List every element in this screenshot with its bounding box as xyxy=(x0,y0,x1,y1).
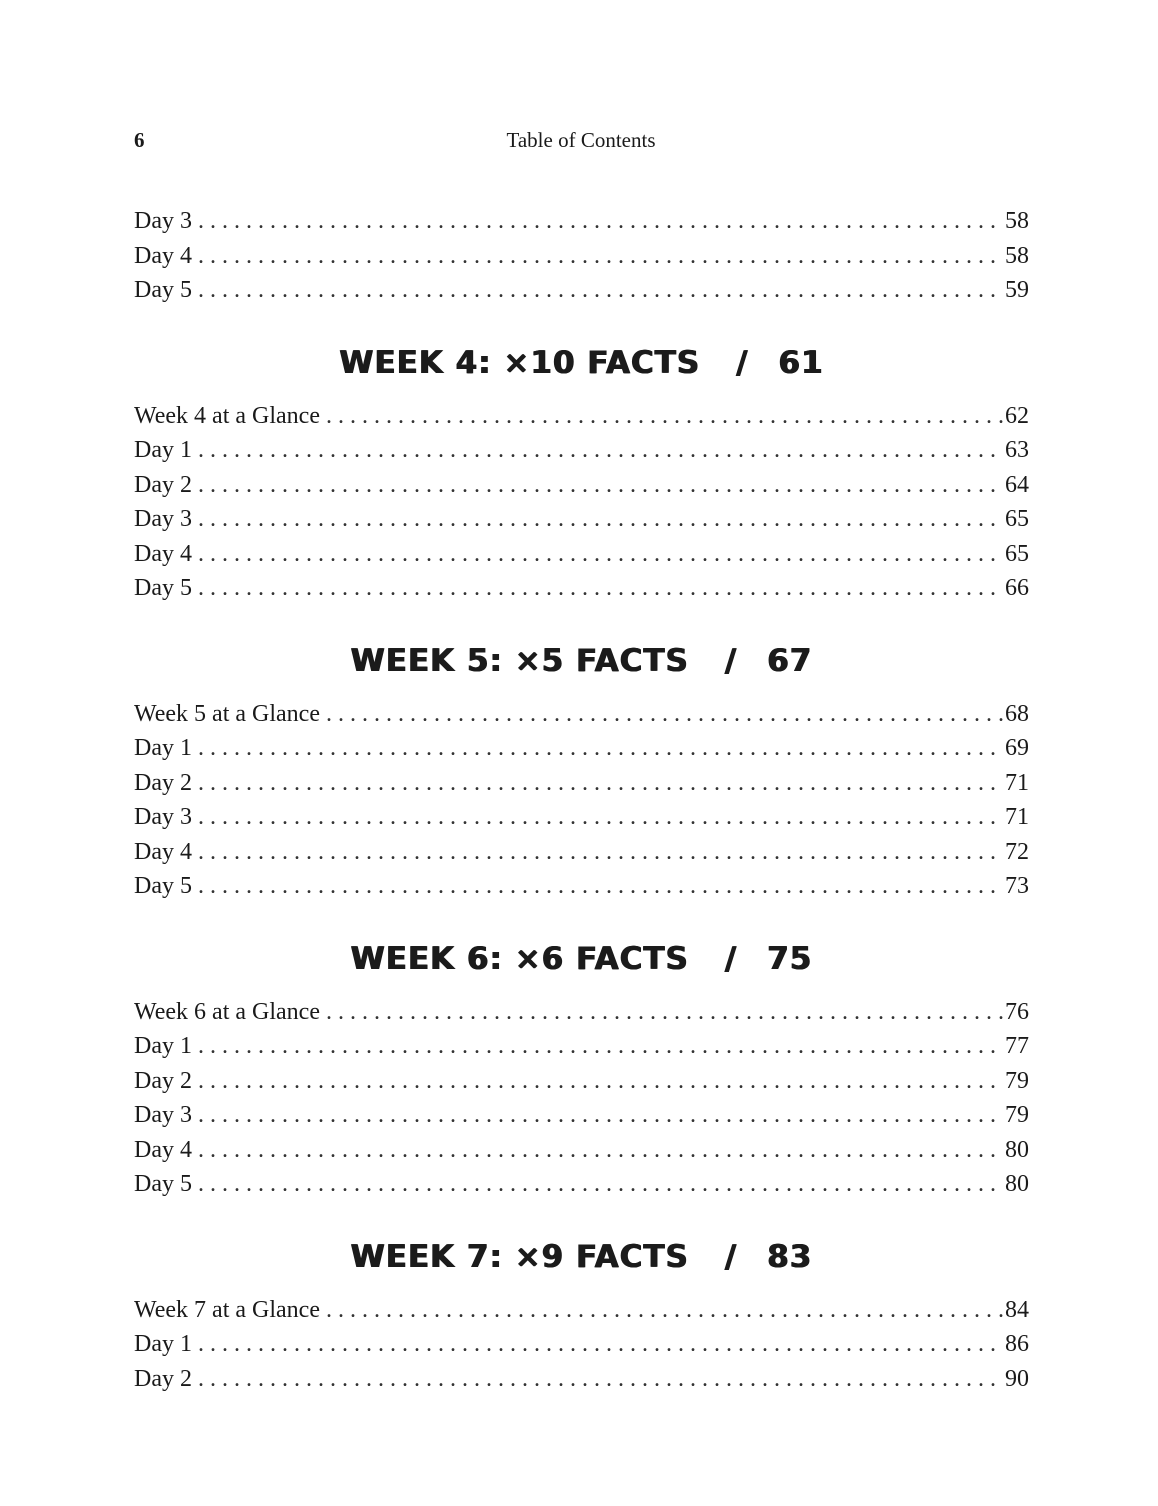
toc-entry-label: Week 6 at a Glance xyxy=(134,998,320,1025)
dot-leader xyxy=(198,239,1003,274)
toc-entry[interactable] xyxy=(134,1029,1029,1064)
toc-entry-page: 58 xyxy=(1005,242,1029,269)
dot-leader xyxy=(198,1098,1003,1133)
toc-entry-label: Day 4 xyxy=(134,838,192,865)
toc-entry-label: Day 4 xyxy=(134,1136,192,1163)
toc-entry-label: Day 1 xyxy=(134,1033,192,1059)
dot-leader xyxy=(326,1293,1003,1328)
toc-entry-label: Day 2 xyxy=(134,1365,192,1392)
toc-entry-page: 90 xyxy=(1005,1365,1029,1392)
toc-entry[interactable] xyxy=(134,835,1029,870)
toc-entry-page: 59 xyxy=(1005,277,1029,303)
toc-entry[interactable] xyxy=(134,204,1029,239)
table-of-contents xyxy=(134,204,1029,1396)
toc-entry[interactable] xyxy=(134,502,1029,537)
toc-entry-page: 64 xyxy=(1005,471,1029,498)
toc-entry[interactable] xyxy=(134,697,1029,732)
toc-entry-label: Day 2 xyxy=(134,1067,192,1094)
toc-entry[interactable] xyxy=(134,1167,1029,1202)
toc-entry-label: Day 5 xyxy=(134,277,192,303)
toc-entry[interactable] xyxy=(134,399,1029,434)
toc-entry[interactable] xyxy=(134,1327,1029,1362)
toc-entry-page: 65 xyxy=(1005,540,1029,567)
toc-entry[interactable] xyxy=(134,468,1029,503)
toc-entry[interactable] xyxy=(134,1098,1029,1133)
toc-entry-page: 65 xyxy=(1005,506,1029,532)
toc-entry[interactable] xyxy=(134,1362,1029,1397)
heading-separator: / xyxy=(724,940,738,977)
toc-entry[interactable] xyxy=(134,571,1029,606)
dot-leader xyxy=(198,800,1003,835)
toc-entry-label: Day 1 xyxy=(134,1331,192,1357)
toc-entry-page: 72 xyxy=(1005,838,1029,865)
toc-entry-page: 80 xyxy=(1005,1136,1029,1163)
toc-entry-page: 63 xyxy=(1005,437,1029,463)
dot-leader xyxy=(198,502,1003,537)
toc-entry-label: Day 3 xyxy=(134,804,192,830)
dot-leader xyxy=(326,399,1003,434)
toc-entry-label: Day 3 xyxy=(134,506,192,532)
week-heading-title: WEEK 5: ×5 FACTS xyxy=(350,642,689,679)
toc-entry-page: 77 xyxy=(1005,1033,1029,1059)
toc-entry[interactable] xyxy=(134,239,1029,274)
week-heading[interactable] xyxy=(134,625,1029,697)
dot-leader xyxy=(326,697,1003,732)
toc-entry-label: Day 3 xyxy=(134,1102,192,1128)
toc-entry[interactable] xyxy=(134,766,1029,801)
toc-entry[interactable] xyxy=(134,537,1029,572)
toc-entry-page: 79 xyxy=(1005,1102,1029,1128)
week-heading-page: 83 xyxy=(767,1238,813,1275)
toc-entry-page: 71 xyxy=(1005,804,1029,830)
toc-entry-page: 80 xyxy=(1005,1171,1029,1197)
toc-entry[interactable] xyxy=(134,1293,1029,1328)
dot-leader xyxy=(198,1064,1003,1099)
toc-entry-label: Day 5 xyxy=(134,1171,192,1197)
toc-entry[interactable] xyxy=(134,995,1029,1030)
toc-entry-page: 76 xyxy=(1005,998,1029,1025)
dot-leader xyxy=(198,433,1003,468)
dot-leader xyxy=(198,731,1003,766)
heading-separator: / xyxy=(724,1238,738,1275)
toc-entry-label: Day 4 xyxy=(134,540,192,567)
toc-entry-page: 79 xyxy=(1005,1067,1029,1094)
toc-entry[interactable] xyxy=(134,869,1029,904)
toc-entry-label: Day 5 xyxy=(134,575,192,601)
toc-entry-page: 84 xyxy=(1005,1296,1029,1323)
toc-entry-label: Day 5 xyxy=(134,873,192,899)
toc-entry-page: 58 xyxy=(1005,208,1029,234)
toc-entry-label: Day 1 xyxy=(134,735,192,761)
toc-entry-label: Day 1 xyxy=(134,437,192,463)
heading-separator: / xyxy=(724,642,738,679)
toc-entry[interactable] xyxy=(134,273,1029,308)
toc-entry-label: Day 3 xyxy=(134,208,192,234)
week-heading[interactable] xyxy=(134,1221,1029,1293)
page-header xyxy=(134,128,1028,156)
toc-entry-label: Week 7 at a Glance xyxy=(134,1296,320,1323)
dot-leader xyxy=(198,835,1003,870)
heading-separator: / xyxy=(736,344,749,381)
dot-leader xyxy=(198,204,1003,239)
toc-entry-page: 62 xyxy=(1005,402,1029,429)
running-title: Table of Contents xyxy=(506,128,656,152)
dot-leader xyxy=(198,1327,1003,1362)
toc-entry[interactable] xyxy=(134,1133,1029,1168)
week-heading[interactable] xyxy=(134,923,1029,995)
dot-leader xyxy=(198,1133,1003,1168)
week-heading-title: WEEK 6: ×6 FACTS xyxy=(350,940,689,977)
toc-entry-page: 69 xyxy=(1005,735,1029,761)
dot-leader xyxy=(198,571,1003,606)
week-heading-title: WEEK 7: ×9 FACTS xyxy=(350,1238,689,1275)
toc-entry-page: 68 xyxy=(1005,700,1029,727)
page-number: 6 xyxy=(134,128,145,152)
week-heading-page: 75 xyxy=(767,940,813,977)
toc-entry[interactable] xyxy=(134,433,1029,468)
dot-leader xyxy=(198,1029,1003,1064)
dot-leader xyxy=(198,869,1003,904)
toc-entry[interactable] xyxy=(134,1064,1029,1099)
dot-leader xyxy=(198,1362,1003,1397)
toc-entry-label: Day 4 xyxy=(134,242,192,269)
toc-entry-label: Week 5 at a Glance xyxy=(134,700,320,727)
dot-leader xyxy=(198,537,1003,572)
toc-entry-label: Day 2 xyxy=(134,471,192,498)
toc-entry-label: Day 2 xyxy=(134,769,192,796)
toc-entry[interactable] xyxy=(134,800,1029,835)
week-heading[interactable] xyxy=(134,327,1029,399)
toc-entry-label: Week 4 at a Glance xyxy=(134,402,320,429)
week-heading-page: 67 xyxy=(767,642,813,679)
dot-leader xyxy=(198,1167,1003,1202)
week-heading-title: WEEK 4: ×10 FACTS xyxy=(339,344,701,381)
toc-entry-page: 71 xyxy=(1005,769,1029,796)
dot-leader xyxy=(198,273,1003,308)
week-heading-page: 61 xyxy=(778,344,824,381)
toc-entry[interactable] xyxy=(134,731,1029,766)
dot-leader xyxy=(326,995,1003,1030)
dot-leader xyxy=(198,468,1003,503)
toc-entry-page: 73 xyxy=(1005,873,1029,899)
toc-entry-page: 66 xyxy=(1005,575,1029,601)
toc-entry-page: 86 xyxy=(1005,1331,1029,1357)
dot-leader xyxy=(198,766,1003,801)
